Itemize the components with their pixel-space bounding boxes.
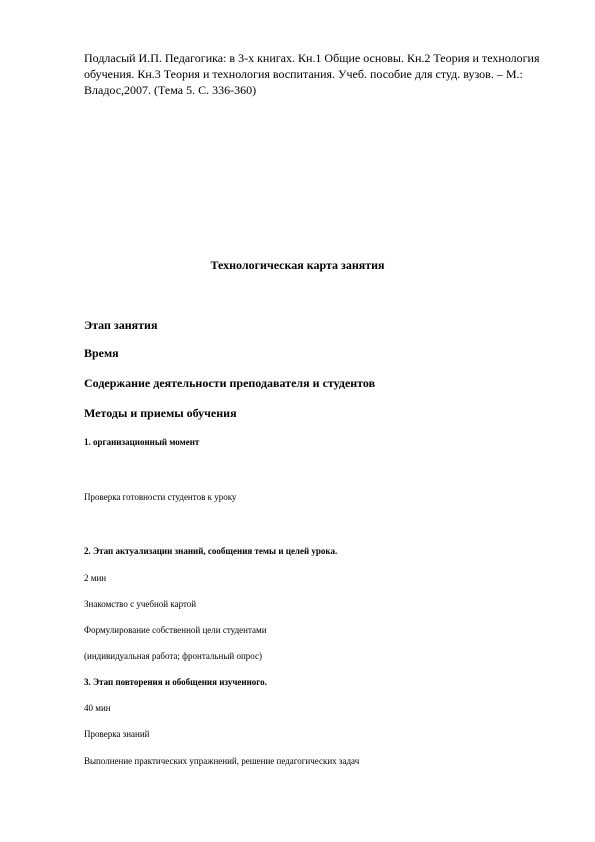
stage3-content-2: Выполнение практических упражнений, решение педагогических задач <box>84 756 360 766</box>
stage3-title: 3. Этап повторения и обобщения изученного. <box>84 677 267 687</box>
header-stage: Этап занятия <box>84 318 158 332</box>
stage2-methods: (индивидуальная работа; фронтальный опрос) <box>84 651 262 661</box>
stage2-content-1: Знакомство с учебной картой <box>84 599 197 609</box>
header-content: Содержание деятельности преподавателя и студентов <box>84 376 376 390</box>
header-methods: Методы и приемы обучения <box>84 406 237 420</box>
header-time: Время <box>84 346 119 360</box>
stage3-content-1: Проверка знаний <box>84 729 150 739</box>
stage1-title: 1. организационный момент <box>84 437 200 447</box>
stage2-title: 2. Этап актуализации знаний, сообщения темы и целей урока. <box>84 546 338 556</box>
stage3-time: 40 мин <box>84 703 111 713</box>
stage2-content-2: Формулирование собственной цели студентами <box>84 625 267 635</box>
document-title: Технологическая карта занятия <box>210 258 385 272</box>
stage1-content: Проверка готовности студентов к уроку <box>84 492 237 502</box>
bibliographic-reference: Подласый И.П. Педагогика: в 3-х книгах. Кн.1 Общие основы. Кн.2 Теория и технология обучения. Кн.3 Теория и технология воспитания. Учеб. пособие для студ. вузов. – М.: Владос,2007. (Тема 5. С. 336-360) <box>84 51 540 97</box>
stage2-time: 2 мин <box>84 573 107 583</box>
